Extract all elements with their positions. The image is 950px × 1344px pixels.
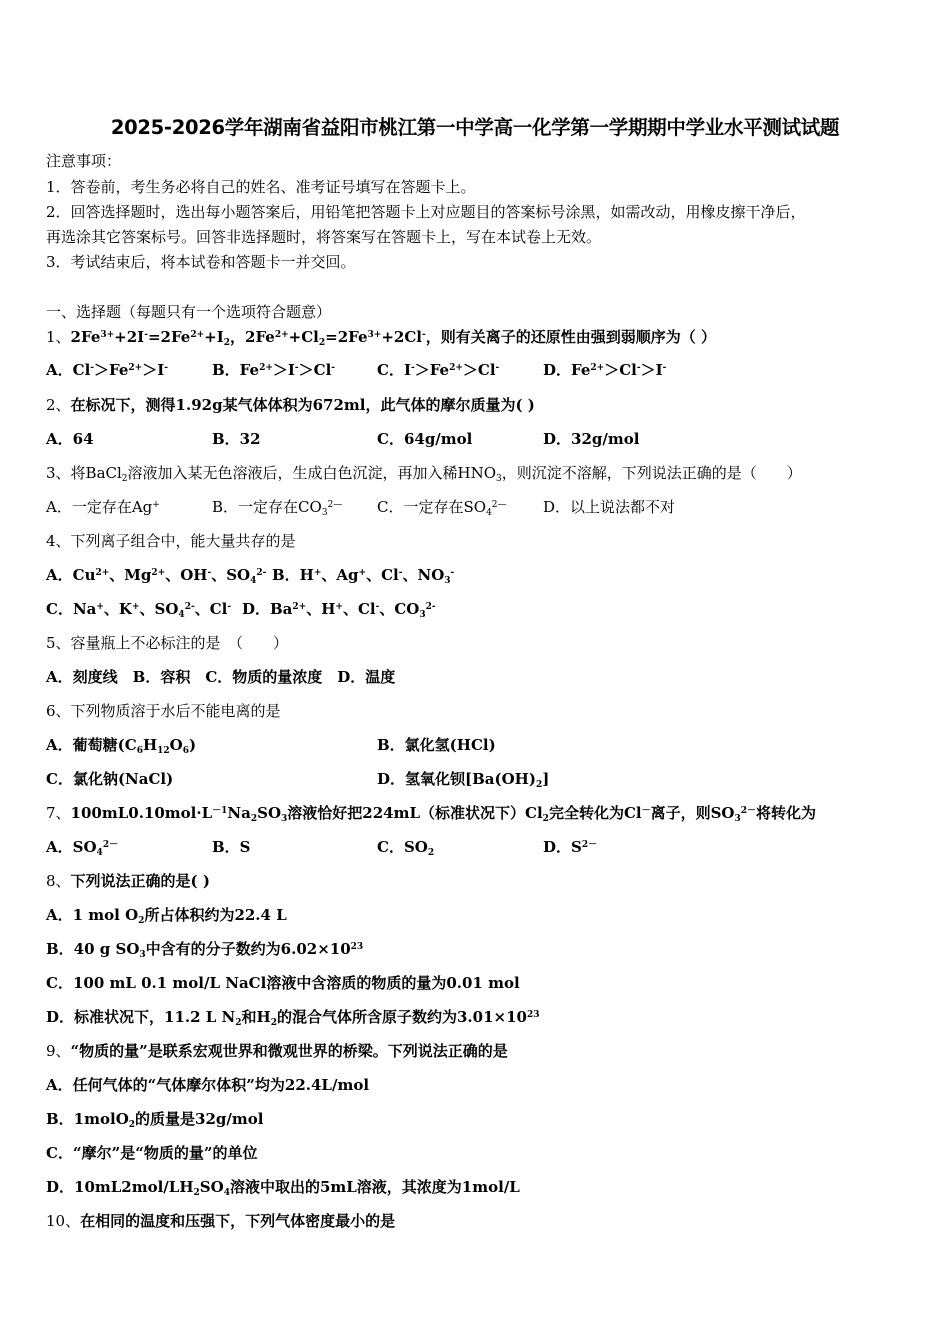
page-title: 2025-2026学年湖南省益阳市桃江第一中学高一化学第一学期期中学业水平测试试题 bbox=[110, 116, 840, 139]
question-7-option-c: C．$SO_2$ bbox=[377, 838, 435, 858]
question-4-option-d: D．$Ba^{2+}$、H+、Cl-、$CO_3^{2-}$ bbox=[242, 600, 436, 620]
question-1-option-a: A．$Cl^->Fe^{2+}>I^-$ bbox=[46, 361, 168, 379]
question-8-option-d: D．标准状况下，11.2 L $N_2$和$H_2$的混合气体所含原子数约为$3.01\times 10^{23}$ bbox=[46, 1008, 540, 1028]
question-2-stem: 2、在标况下，测得1.92g某气体体积为672ml，此气体的摩尔质量为( ) bbox=[46, 396, 535, 414]
question-8-stem: 8、下列说法正确的是( ) bbox=[46, 872, 210, 890]
question-6-option-b: B．氯化氢(HCl) bbox=[377, 736, 496, 754]
question-2-option-c: C．64g/mol bbox=[377, 430, 473, 448]
question-2-option-a: A．64 bbox=[46, 430, 94, 448]
question-6-option-d: D．氢氧化钡$[Ba(OH)_2]$ bbox=[377, 770, 550, 790]
question-8-option-a: A．1 mol $O_2$所占体积约为22.4 L bbox=[46, 906, 287, 926]
question-9-option-c: C．“摩尔”是“物质的量”的单位 bbox=[46, 1144, 258, 1162]
question-3-stem: 3、将BaCl$_2$溶液加入某无色溶液后，生成白色沉淀，再加入稀$HNO_3$，则沉淀不溶解，下列说法正确的是（ ） bbox=[46, 464, 802, 484]
question-2-option-b: B．32 bbox=[212, 430, 261, 448]
question-2-option-d: D．32g/mol bbox=[543, 430, 640, 448]
question-10-stem: 10、在相同的温度和压强下，下列气体密度最小的是 bbox=[46, 1212, 396, 1230]
question-1-option-d: D．$Fe^{2+}>Cl^->I^-$ bbox=[543, 361, 667, 379]
question-7-option-b: B．S bbox=[212, 838, 251, 856]
question-1-stem: 1、$2Fe^{3+}+2I^-=2Fe^{2+}+I_2$，$2Fe^{2+}+Cl_2=2Fe^{3+}+2Cl^-$，则有关离子的还原性由强到弱顺序为（ ） bbox=[46, 328, 716, 348]
question-3-option-b: B．一定存在$CO_3^{2—}$ bbox=[212, 498, 343, 518]
question-1-option-c: C．$I^->Fe^{2+}>Cl^-$ bbox=[377, 361, 500, 379]
question-3-option-d: D．以上说法都不对 bbox=[543, 498, 676, 516]
question-7-stem: 7、$100mL0.10mol\cdot L^{-1}Na_2SO_3$溶液恰好把224mL（标准状况下）$Cl_2$完全转化为Cl－离子，则$SO_3^{2-}$将转化为 bbox=[46, 804, 817, 824]
notice-item: 再选涂其它答案标号。回答非选择题时，将答案写在答题卡上，写在本试卷上无效。 bbox=[46, 228, 602, 246]
question-6-option-c: C．氯化钠(NaCl) bbox=[46, 770, 174, 788]
question-9-stem: 9、“物质的量”是联系宏观世界和微观世界的桥梁。下列说法正确的是 bbox=[46, 1042, 508, 1060]
notice-item: 3．考试结束后，将本试卷和答题卡一并交回。 bbox=[46, 253, 356, 271]
question-5-stem: 5、容量瓶上不必标注的是 （ ） bbox=[46, 634, 289, 652]
notice-item: 2．回答选择题时，选出每小题答案后，用铅笔把答题卡上对应题目的答案标号涂黑，如需改动，用橡皮擦干净后， bbox=[46, 203, 806, 221]
question-8-option-b: B．40 g $SO_3$中含有的分子数约为$6.02\times 10^{23}$ bbox=[46, 940, 364, 960]
question-4-option-b: B．H+、Ag+、Cl-、$NO_3^-$ bbox=[272, 566, 455, 586]
question-4-stem: 4、下列离子组合中，能大量共存的是 bbox=[46, 532, 296, 550]
question-4-option-a: A．$Cu^{2+}$、$Mg^{2+}$、OH-、$SO_4^{2-}$ bbox=[46, 566, 267, 586]
question-6-stem: 6、下列物质溶于水后不能电离的是 bbox=[46, 702, 281, 720]
question-7-option-d: D．$S^{2-}$ bbox=[543, 838, 598, 856]
question-4-option-c: C．Na+、K+、$SO_4^{2-}$、Cl- bbox=[46, 600, 232, 620]
question-3-option-a: A．一定存在Ag+ bbox=[46, 498, 160, 516]
notice-heading: 注意事项： bbox=[46, 152, 122, 170]
question-9-option-a: A．任何气体的“气体摩尔体积”均为22.4L/mol bbox=[46, 1076, 370, 1094]
question-9-option-d: D．$10mL2mol/LH_2SO_4$溶液中取出的5mL溶液，其浓度为1mol/L bbox=[46, 1178, 520, 1198]
notice-item: 1．答卷前，考生务必将自己的姓名、准考证号填写在答题卡上。 bbox=[46, 178, 476, 196]
question-6-option-a: A．葡萄糖$(C_6H_{12}O_6)$ bbox=[46, 736, 197, 756]
question-7-option-a: A．$SO_4^{2-}$ bbox=[46, 838, 119, 858]
question-9-option-b: B．1molO$_2$的质量是32g/mol bbox=[46, 1110, 264, 1130]
question-1-option-b: B．$Fe^{2+}>I^->Cl^-$ bbox=[212, 361, 336, 379]
question-3-option-c: C．一定存在$SO_4^{2—}$ bbox=[377, 498, 507, 518]
question-8-option-c: C．100 mL 0.1 mol/L NaCl溶液中含溶质的物质的量为0.01 mol bbox=[46, 974, 520, 992]
section-heading: 一、选择题（每题只有一个选项符合题意） bbox=[46, 303, 332, 321]
question-5-options: A．刻度线 B．容积 C．物质的量浓度 D．温度 bbox=[46, 668, 396, 686]
